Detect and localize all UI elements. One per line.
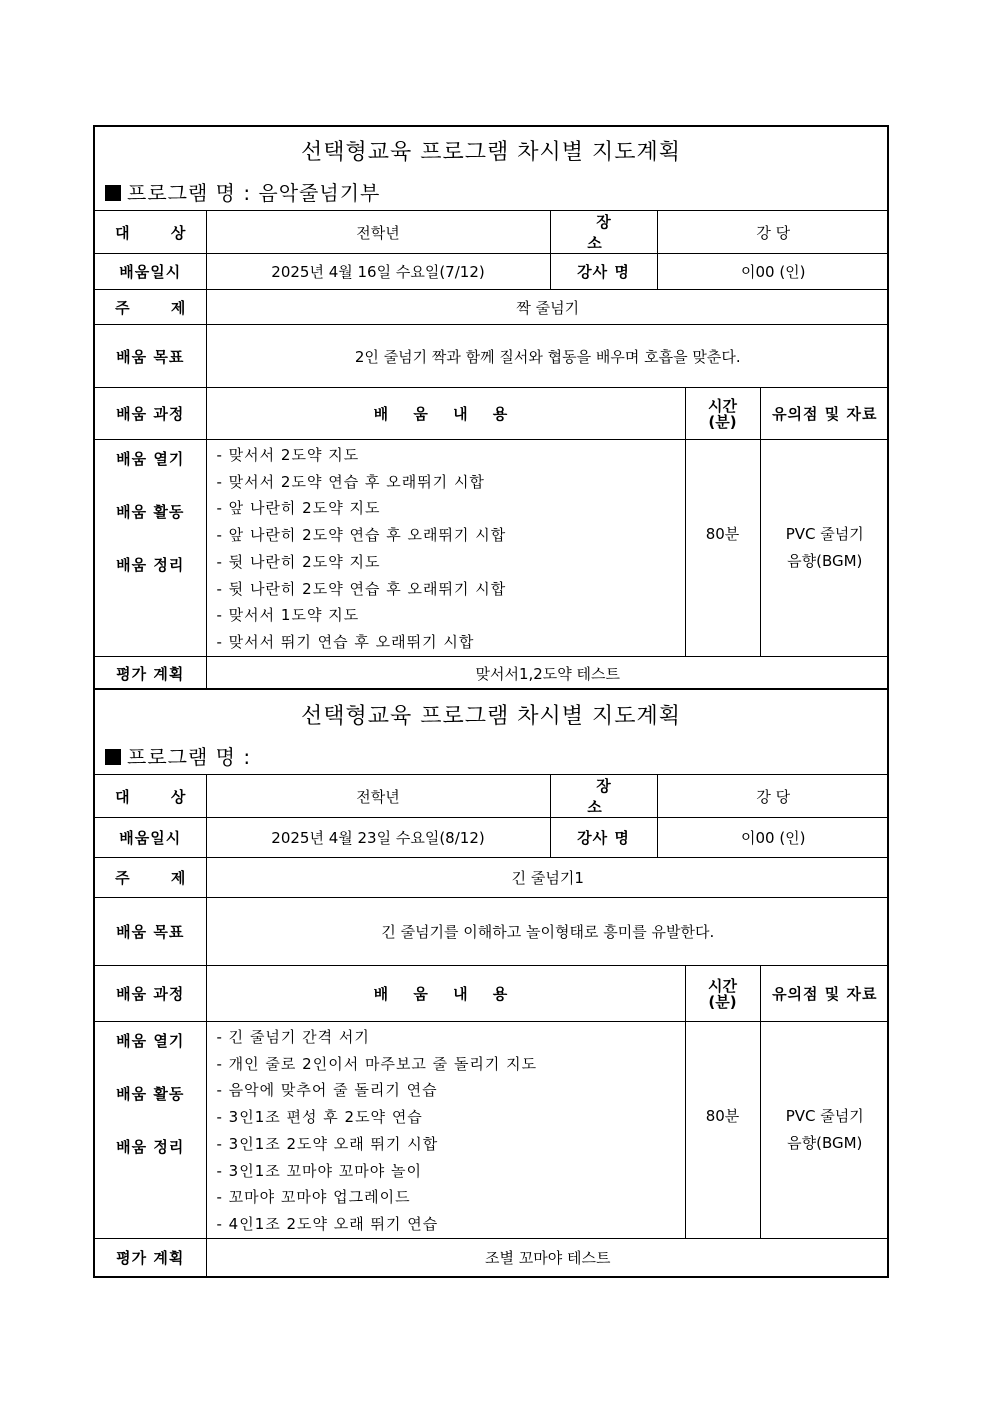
target-value: 전학년 xyxy=(206,775,550,818)
instructor-label: 강사 명 xyxy=(550,254,657,290)
phase-close: 배움 정리 xyxy=(116,556,185,574)
step-list xyxy=(206,1022,685,1239)
target-value: 전학년 xyxy=(206,211,550,254)
time-value: 80분 xyxy=(685,1022,760,1239)
evaluation-value: 조별 꼬마야 테스트 xyxy=(206,1238,889,1276)
time-value: 80분 xyxy=(685,440,760,657)
list-item: - 긴 줄넘기 간격 서기 xyxy=(216,1028,370,1046)
place-value: 강 당 xyxy=(657,775,889,818)
plan-header xyxy=(95,127,887,211)
list-item: - 개인 줄로 2인이서 마주보고 줄 돌리기 지도 xyxy=(216,1054,538,1073)
list-item: - 음악에 맞추어 줄 돌리기 연습 xyxy=(216,1081,438,1100)
list-item: - 꼬마야 꼬마야 업그레이드 xyxy=(216,1188,411,1207)
evaluation-label: 평가 계획 xyxy=(95,656,206,690)
place-label: 장 소 xyxy=(550,775,657,818)
list-item: - 3인1조 편성 후 2도약 연습 xyxy=(216,1108,423,1127)
target-label: 대 상 xyxy=(95,211,206,254)
place-label: 장 소 xyxy=(550,211,657,254)
goal-label: 배움 목표 xyxy=(95,325,206,388)
datetime-value: 2025년 4월 23일 수요일(8/12) xyxy=(206,818,550,858)
list-item: - 뒷 나란히 2도약 지도 xyxy=(216,552,381,571)
process-label: 배움 과정 xyxy=(95,966,206,1022)
materials xyxy=(760,440,889,657)
datetime-row xyxy=(95,818,889,858)
datetime-label: 배움일시 xyxy=(95,818,206,858)
evaluation-row xyxy=(95,1238,889,1276)
plan-title: 선택형교육 프로그램 차시별 지도계획 xyxy=(300,704,681,729)
materials xyxy=(760,1022,889,1239)
step-list xyxy=(206,440,685,657)
datetime-value: 2025년 4월 16일 수요일(7/12) xyxy=(206,254,550,290)
lesson-plan-2 xyxy=(93,688,889,1278)
datetime-label: 배움일시 xyxy=(95,254,206,290)
phase-open: 배움 열기 xyxy=(116,450,185,468)
goal-value: 긴 줄넘기를 이해하고 놀이형태로 흥미를 유발한다. xyxy=(206,898,889,966)
place-value: 강 당 xyxy=(657,211,889,254)
time-header: 시간 (분) xyxy=(685,966,760,1022)
target-row xyxy=(95,211,889,254)
target-row xyxy=(95,775,889,818)
datetime-row xyxy=(95,254,889,290)
goal-value: 2인 줄넘기 짝과 함께 질서와 협동을 배우며 호흡을 맞춘다. xyxy=(206,325,889,388)
list-item: - 맞서서 1도약 지도 xyxy=(216,606,360,625)
program-name: 프로그램 명 : 음악줄넘기부 xyxy=(105,177,380,206)
list-item: - 3인1조 2도약 오래 뛰기 시합 xyxy=(216,1134,439,1153)
phase-activity: 배움 활동 xyxy=(116,503,185,521)
plan-table xyxy=(95,211,889,690)
material-item: 음향(BGM) xyxy=(787,551,863,570)
evaluation-value: 맞서서1,2도약 테스트 xyxy=(206,656,889,690)
black-square-icon xyxy=(105,749,121,765)
goal-row xyxy=(95,898,889,966)
topic-value: 긴 줄넘기1 xyxy=(206,858,889,898)
list-item: - 맞서서 뛰기 연습 후 오래뛰기 시합 xyxy=(216,632,475,651)
material-item: PVC 줄넘기 xyxy=(785,1106,864,1125)
instructor-value: 이00 (인) xyxy=(657,254,889,290)
program-name: 프로그램 명 : xyxy=(105,741,251,770)
content-row xyxy=(95,1022,889,1239)
notes-header: 유의점 및 자료 xyxy=(760,966,889,1022)
evaluation-row xyxy=(95,656,889,690)
instructor-value: 이00 (인) xyxy=(657,818,889,858)
time-header: 시간 (분) xyxy=(685,388,760,440)
phase-open: 배움 열기 xyxy=(116,1032,185,1050)
target-label: 대 상 xyxy=(95,775,206,818)
content-header: 배 움 내 용 xyxy=(206,966,685,1022)
process-header-row xyxy=(95,388,889,440)
process-header-row xyxy=(95,966,889,1022)
content-header: 배 움 내 용 xyxy=(206,388,685,440)
evaluation-label: 평가 계획 xyxy=(95,1238,206,1276)
list-item: - 앞 나란히 2도약 지도 xyxy=(216,499,381,518)
topic-label: 주 제 xyxy=(95,858,206,898)
material-item: PVC 줄넘기 xyxy=(785,524,864,543)
phase-list xyxy=(95,1022,206,1239)
topic-row xyxy=(95,858,889,898)
topic-row xyxy=(95,290,889,325)
list-item: - 앞 나란히 2도약 연습 후 오래뛰기 시합 xyxy=(216,526,507,545)
topic-value: 짝 줄넘기 xyxy=(206,290,889,325)
process-label: 배움 과정 xyxy=(95,388,206,440)
phase-activity: 배움 활동 xyxy=(116,1085,185,1103)
list-item: - 맞서서 2도약 연습 후 오래뛰기 시합 xyxy=(216,472,485,491)
content-row xyxy=(95,440,889,657)
black-square-icon xyxy=(105,185,121,201)
plan-table xyxy=(95,775,889,1276)
phase-close: 배움 정리 xyxy=(116,1138,185,1156)
list-item: - 3인1조 꼬마야 꼬마야 놀이 xyxy=(216,1161,422,1180)
material-item: 음향(BGM) xyxy=(787,1133,863,1152)
plan-title: 선택형교육 프로그램 차시별 지도계획 xyxy=(300,140,681,165)
list-item: - 맞서서 2도약 지도 xyxy=(216,446,360,464)
notes-header: 유의점 및 자료 xyxy=(760,388,889,440)
goal-label: 배움 목표 xyxy=(95,898,206,966)
goal-row xyxy=(95,325,889,388)
phase-list xyxy=(95,440,206,657)
plan-header xyxy=(95,690,887,775)
lesson-plan-1 xyxy=(93,125,889,692)
topic-label: 주 제 xyxy=(95,290,206,325)
list-item: - 뒷 나란히 2도약 연습 후 오래뛰기 시합 xyxy=(216,579,507,598)
list-item: - 4인1조 2도약 오래 뛰기 연습 xyxy=(216,1214,439,1233)
instructor-label: 강사 명 xyxy=(550,818,657,858)
